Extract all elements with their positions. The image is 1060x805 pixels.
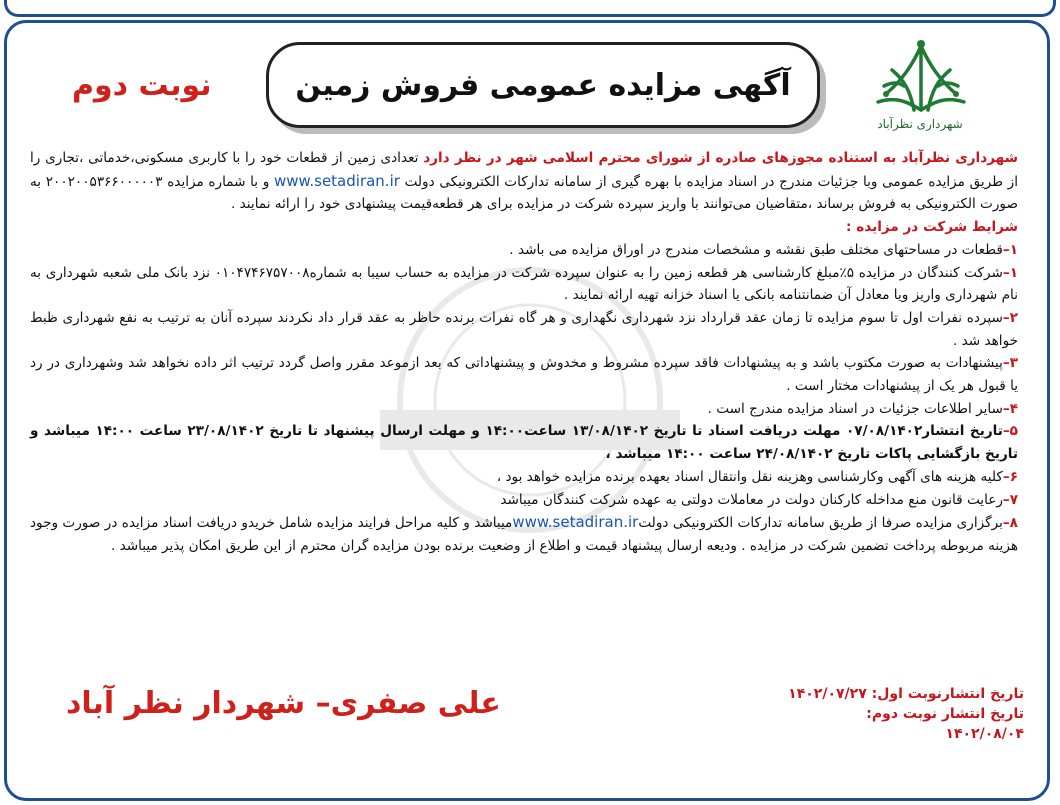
first-date-value: ۱۴۰۲/۰۷/۲۷	[788, 686, 867, 702]
title-banner	[266, 42, 820, 128]
item-text: قطعات در مساحتهای مختلف طبق نقشه و مشخصات مندرج در اوراق مزایده می باشد .	[509, 241, 1003, 258]
item-text: تاریخ انتشار۰۷/۰۸/۱۴۰۲ مهلت دریافت اسناد تا تاریخ ۱۳/۰۸/۱۴۰۲ ساعت۱۴:۰۰ و مهلت ارسال پیشنهاد تا تاریخ ۲۳/۰۸/۱۴۰۲ ساعت ۱۴:۰۰ میباشد و تاریخ بازگشایی پاکات تاریخ ۲۴/۰۸/۱۴۰۲ ساعت ۱۴:۰۰ میباشد ،	[30, 423, 1018, 463]
item-number: ۳–	[1002, 355, 1018, 372]
condition-item	[30, 352, 1018, 397]
condition-item	[30, 466, 1018, 489]
condition-item	[30, 511, 1018, 557]
item-text: سپرده نفرات اول تا سوم مزایده تا زمان عقد قرارداد نزد شهرداری نگهداری و هر گاه نفرات برنده حاظر به عقد قرار داد نکردند سپرده آنان به ترتیب به نفع شهرداری ظبط خواهد شد .	[30, 309, 1018, 349]
second-date-label: تاریخ انتشار نوبت دوم:	[866, 706, 1024, 722]
condition-item	[30, 398, 1018, 421]
item-text: برگزاری مزایده صرفا از طریق سامانه تدارکات الکترونیکی دولت	[638, 515, 1003, 532]
item-number: ۸–	[1002, 515, 1018, 532]
item-number: ۱–	[1002, 264, 1019, 281]
item-number: ۵–	[1002, 423, 1018, 440]
item-text: کلیه هزینه های آگهی وکارشناسی وهزینه نقل وانتقال اسناد بعهده برنده مزایده خواهد بود ،	[496, 468, 1003, 485]
condition-item-dates	[30, 420, 1018, 465]
intro-paragraph	[30, 147, 1018, 216]
second-date-value: ۱۴۰۲/۰۸/۰۴	[945, 726, 1024, 742]
item-text: رعایت قانون منع مداخله کارکنان دولت در معاملات دولتی به عهده شرکت کنندگان میباشد	[500, 491, 1003, 508]
first-date-label: تاریخ انتشارنوبت اول:	[871, 686, 1024, 702]
intro-lead: شهرداری نظرآباد به استناده مجوزهای صادره از شورای محترم اسلامی شهر در نظر دارد	[423, 150, 1018, 166]
setadiran-link[interactable]: www.setadiran.ir	[273, 171, 400, 190]
publication-dates	[784, 684, 1024, 744]
notice-body	[30, 147, 1018, 558]
publication-round: نوبت دوم	[72, 68, 212, 103]
item-number: ۴–	[1002, 400, 1018, 417]
item-number: ۱–	[1002, 241, 1018, 258]
top-frame-strip	[0, 0, 1060, 22]
logo-caption: شهرداری نظرآباد	[877, 117, 963, 131]
condition-item	[30, 307, 1018, 352]
item-number: ۲–	[1002, 309, 1018, 326]
intro-text-2: و با شماره مزایده ۲۰۰۲۰۰۵۳۶۶۰۰۰۰۰۳ به صورت الکترونیکی به فروش برساند ،متقاضیان می‌توانند با واریز سپرده شرکت در مزایده برای هر قطعه‌قیمت پیشنهادی خود را ارائه نمایند .	[30, 173, 1018, 213]
item-text: سایر اطلاعات جزئیات در اسناد مزایده مندرج است .	[707, 400, 1003, 417]
conditions-heading: شرایط شرکت در مزایده :	[846, 219, 1018, 236]
condition-item	[30, 489, 1018, 512]
item-number: ۶–	[1002, 468, 1018, 485]
item-text: پیشنهادات به صورت مکتوب باشد و به پیشنهادات فاقد سپرده مشروط و مخدوش و پیشنهاداتی که بعد ازموعد مقرر واصل گردد ترتیب اثر داده نخواهد شد وشهرداری در رد یا قبول هر یک از پیشنهادات مختار است .	[30, 355, 1018, 395]
item-number: ۷–	[1002, 491, 1018, 508]
item-text: میباشد و کلیه مراحل فرایند مزایده شامل خریدو دریافت اسناد مزایده در صورت وجود هزینه مربوطه پرداخت تضمین شرکت در مزایده . ودیعه ارسال پیشنهاد قیمت و اطلاع از وضعیت برنده بودن مزایده گران محترم از این طریق امکان پذیر میباشد .	[30, 515, 1018, 554]
setadiran-link-2[interactable]: www.setadiran.ir	[512, 513, 639, 532]
item-text: شرکت کنندگان در مزایده ۵٪مبلغ کارشناسی هر قطعه زمین را به عنوان سپرده شرکت در مزایده به حساب سیبا به شماره۰۱۰۴۷۴۶۷۵۷۰۰۸ نزد بانک ملی شعبه شهرداری به نام شهرداری واریز ویا معادل آن ضمانتنامه بانکی یا اسناد خزانه تهیه ارائه نمایند .	[30, 264, 1018, 304]
condition-item	[30, 262, 1018, 307]
condition-item	[30, 239, 1018, 262]
intro-text-1: تعدادی زمین از قطعات خود را با کاربری مسکونی،خدماتی ،تجاری را از طریق مزایده عمومی وبا جزئیات مندرج در اسناد مزایده با بهره گیری از سامانه تدارکات الکترونیکی دولت	[30, 150, 1018, 190]
page-title: آگهی مزایده عمومی فروش زمین	[295, 67, 791, 103]
signature: علی صفری– شهردار نظر آباد	[66, 686, 501, 721]
